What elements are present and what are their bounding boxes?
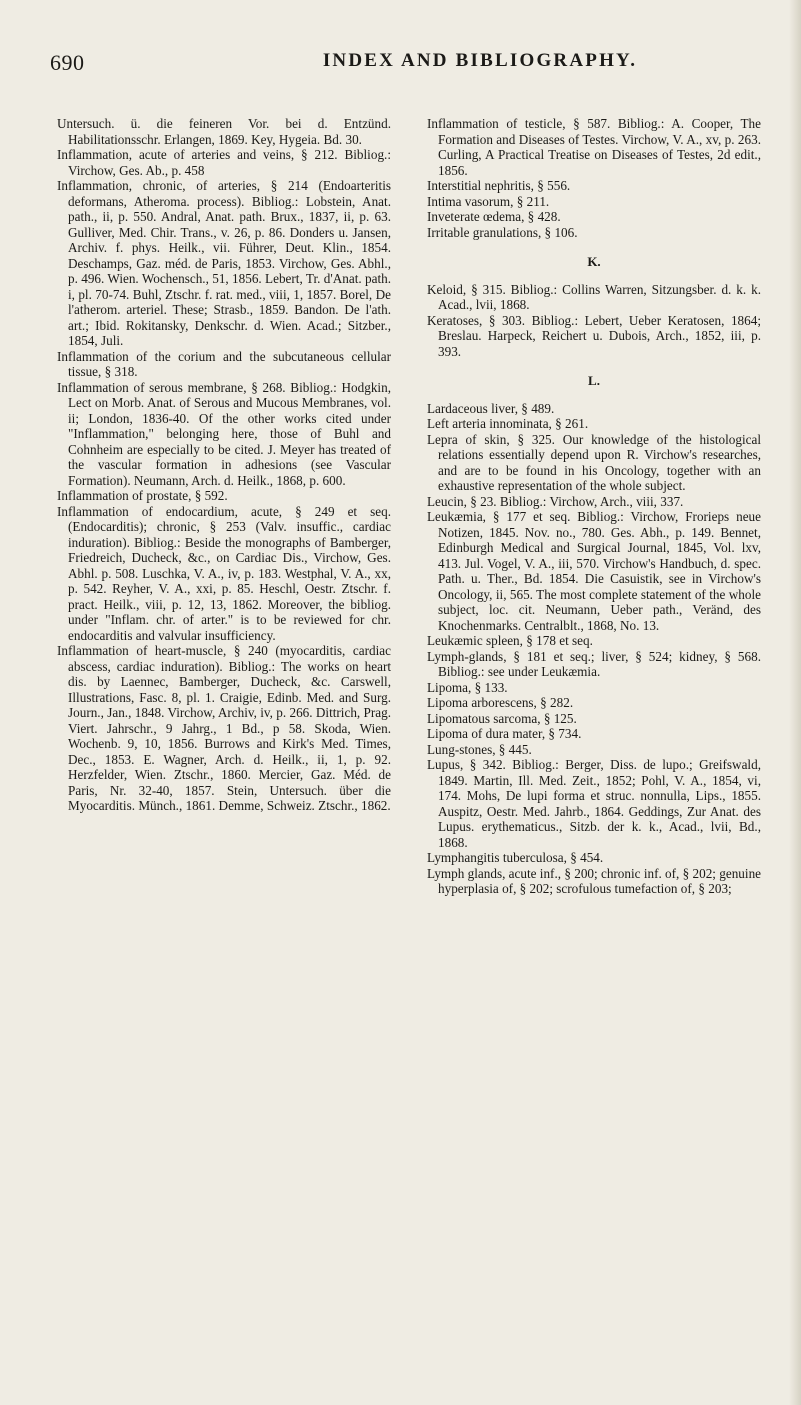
index-entry: Leukæmic spleen, § 178 et seq. <box>427 633 593 648</box>
index-entry: Inflammation, acute of arteries and veins, § 212. Bibliog.: Virchow, Ges. Ab., p. 458 <box>57 147 391 178</box>
index-entry: Lepra of skin, § 325. Our knowledge of the histological relations essentially depend upon R. Virchow's researches, and are to be found in his Oncology, together with an exhaustive representation of the whole subject. <box>427 431 761 493</box>
index-entry: Inflammation, chronic, of arteries, § 214 (Endoarteritis deformans, Atheroma. process). Bibliog.: Lobstein, Anat. path., ii, p. 550. Andral, Anat. path. Brux., 1837, ii, p. 63. Gulliver, Med. Chir. Trans., v. 26, p. 86. Donders u. Jansen, Archiv. f. phys. Heilk., vii. Führer, Deut. Klin., 1854. Deschamps, Gaz. méd. de Paris, 1853. Virchow, Ges. Abhl., p. 496. Wien. Wochensch., 51, 1856. Lebert, Tr. d'Anat. path. i, pl. 70-74. Buhl, Ztschr. f. rat. med., viii, 1, 1857. Borel, De l'atherom. arteriel. These; Strasb., 1859. Bandon. De l'ath. art.; Ibid. Rokitansky, Denkschr. d. Wien. Acad.; Sitzber., 1854, Juli. <box>57 178 391 348</box>
index-entry: Lymph-glands, § 181 et seq.; liver, § 524; kidney, § 568. Bibliog.: see under Leukæmia. <box>427 648 761 679</box>
index-entry: Keloid, § 315. Bibliog.: Collins Warren, Sitzungsber. d. k. k. Acad., lvii, 1868. <box>427 281 761 312</box>
section-letter-k: K. <box>587 254 601 269</box>
index-entry: Inflammation of prostate, § 592. <box>57 488 228 503</box>
index-entry: Lipoma arborescens, § 282. <box>427 695 574 710</box>
index-entry: Leukæmia, § 177 et seq. Bibliog.: Virchow, Froriеps neue Notizen, 1845. Nov. no., 780. Ges. Abh., p. 149. Bennet, Edinburgh Medical and Surgical Journal, 1845, Vol. lxv, 413. Jul. Vogel, V. A., iii, 570. Virchow's Handbuch, d. spec. Path. u. Ther., Bd. 1854. Die Casuistik, see in Virchow's Oncology, ii, 565. The most complete statement of the whole subject, loc. cit. Neumann, Ueber path., Veränd, des Knochenmarks. Centralblt., 1868, No. 13. <box>427 509 761 633</box>
index-entry: Lung-stones, § 445. <box>427 741 532 757</box>
index-entry: Intima vasorum, § 211. <box>427 193 550 209</box>
index-entry: Inflammation of serous membrane, § 268. Bibliog.: Hodgkin, Lect on Morb. Anat. of Serous and Mucous Membranes, vol. ii; London, 1836-40. Of the other works cited under "Inflammation," belonging here, those of Buhl and Cohnheim are especially to be cited. J. Meyer has treated of the vascular formation in adhesions (see Vascular Formation). Neumann, Arch. d. Heilk., 1868, p. 600. <box>57 379 391 488</box>
index-entry: Lipoma of dura mater, § 734. <box>427 726 582 741</box>
index-entry: Keratoses, § 303. Bibliog.: Lebert, Ueber Keratosen, 1864; Breslau. Harpeck, Reichert u. Dubois, Arch., 1852, iii, p. 393. <box>427 312 761 359</box>
section-letter-l: L. <box>588 373 600 388</box>
index-entry: Inflammation of endocardium, acute, § 249 et seq. (Endocarditis); chronic, § 253 (Valv. insuffic., cardiac induration). Bibliog.: Beside the monographs of Bamberger, Friedreich, Ducheck, &c., on Cardiac Dis., Virchow, Ges. Abhl. p. 508. Luschka, V. A., iv, p. 183. Westphal, V. A., xx, p. 542. Reyher, V. A., xxi, p. 85. Heschl, Oestr. Ztschr. f. pract. Heilk., viii, p. 12, 13, 1862. Moreover, the bibliog. under "Inflam. chr. of arter." is to be reviewed for chr. endocarditis and valvular insufficiency. <box>57 503 391 643</box>
index-entry: Inflammation of the corium and the subcutaneous cellular tissue, § 318. <box>57 348 391 379</box>
index-entry: Interstitial nephritis, § 556. <box>427 178 571 193</box>
index-entry: Lymphangitis tuberculosa, § 454. <box>427 850 604 865</box>
index-entry: Lupus, § 342. Bibliog.: Berger, Diss. de lupo.; Greifswald, 1849. Martin, Ill. Med. Zeit., 1852; Pohl, V. A., 1854, vi, 174. Mohs, De lupi forma et struc. nonnulla, Lips., 1855. Auspitz, Oestr. Med. Jahrb., 1864. Geddings, Zur Anat. des Lupus. erythematicus., Sitzb. der k. k., Acad., lvii, Bd., 1868. <box>427 757 761 850</box>
index-entry: Untersuch. ü. die feineren Vor. bei d. Entzünd. Habilitationsschr. Erlangen, 1869. Key, Hygeia. Bd. 30. <box>57 116 391 147</box>
page-edge-shadow <box>789 0 801 1405</box>
index-entry: Irritable granulations, § 106. <box>427 224 578 240</box>
running-header <box>50 50 750 80</box>
index-entry: Leucin, § 23. Bibliog.: Virchow, Arch., viii, 337. <box>427 493 684 509</box>
index-entry: Lardaceous liver, § 489. <box>427 400 555 416</box>
running-title: INDEX AND BIBLIOGRAPHY. <box>322 50 638 71</box>
right-column <box>427 116 761 897</box>
left-column <box>57 116 391 814</box>
index-entry: Inflammation of heart-muscle, § 240 (myocarditis, cardiac abscess, cardiac induration). Bibliog.: The works on heart dis. by Laennec, Bamberger, Ducheck, &c. Carswell, Illustrations, Fasc. 8, pl. 1. Craigie, Edinb. Med. and Surg. Journ., Jan., 1848. Virchow, Archiv, iv, p. 266. Dittrich, Prag. Viert. Jahrschr., 9 Jahrg., 1 Bd., p 58. Skoda, Wien. Wochenb. 9, 10, 1856. Burrows and Kirk's Med. Times, Dec., 1853. E. Wagner, Arch. d. Heilk., ii, 1, p. 92. Herzfelder, Wien. Ztschr., 1860. Mercier, Gaz. Méd. de Paris, Nr. 32-40, 1857. Stein, Untersuch. über die Myocarditis. Münch., 1861. Demme, Schweiz. Ztschr., 1862. <box>57 643 391 813</box>
index-entry: Lipoma, § 133. <box>427 679 508 695</box>
index-entry: Inflammation of testicle, § 587. Bibliog.: A. Cooper, The Formation and Diseases of Testes. Virchow, V. A., xv, p. 263. Curling, A Practical Treatise on Diseases of Testes, 2d edit., 1856. <box>427 116 761 178</box>
index-entry: Lipomatous sarcoma, § 125. <box>427 710 577 726</box>
index-entry: Lymph glands, acute inf., § 200; chronic inf. of, § 202; genuine hyperplasia of, § 202; scrofulous tumefaction of, § 203; <box>427 865 762 896</box>
index-entry: Left arteria innominata, § 261. <box>427 416 589 431</box>
page-number: 690 <box>50 50 85 75</box>
index-entry: Inveterate œdema, § 428. <box>427 209 561 224</box>
